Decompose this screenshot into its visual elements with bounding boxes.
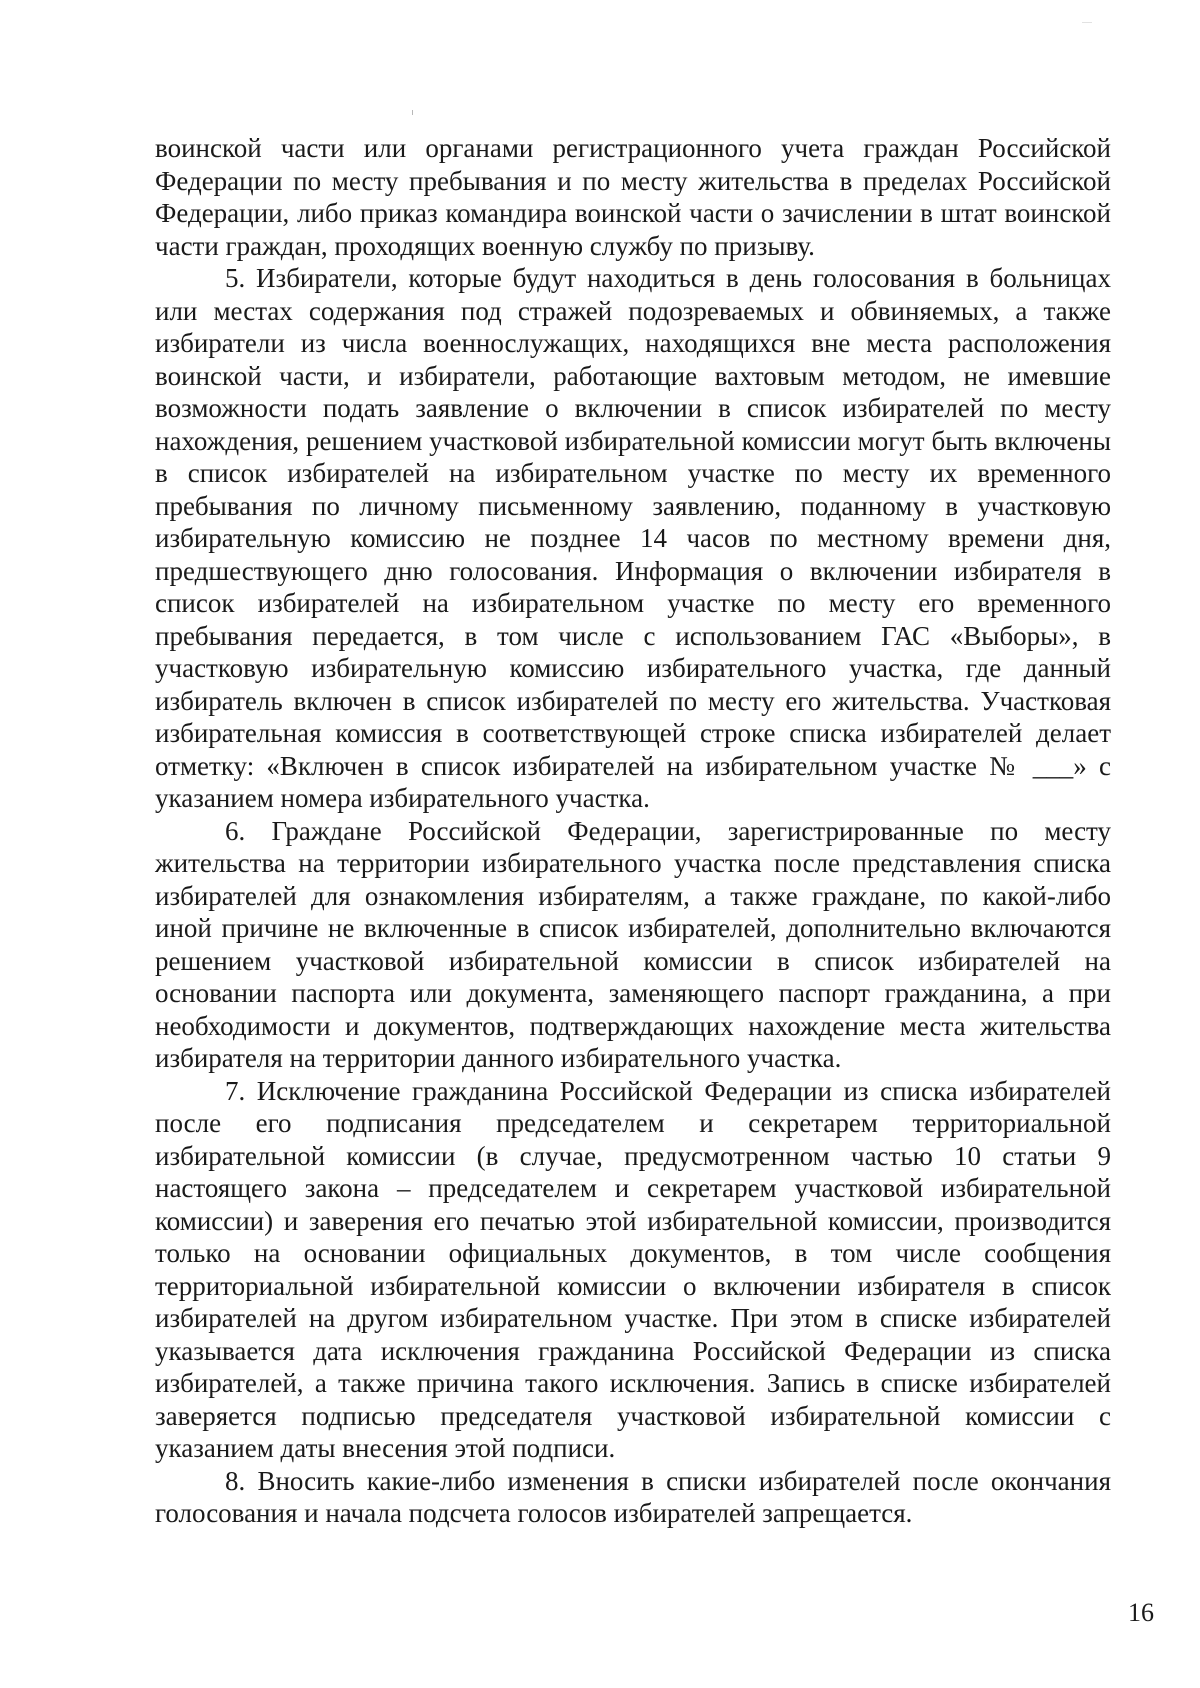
paragraph-continuation: воинской части или органами регистрационного учета граждан Российской Федерации по месту пребывания и по месту жительства в пределах Российской Федерации, либо приказ командира воинской части о зачислении в штат воинской части граждан, проходящих военную службу по призыву.: [155, 133, 1111, 261]
document-body: [155, 132, 1111, 1530]
paragraph-item-7: 7. Исключение гражданина Российской Федерации из списка избирателей после его подписания председателем и секретарем территориальной избирательной комиссии (в случае, предусмотренном частью 10 статьи 9 настоящего закона – председателем и секретарем участковой избирательной комиссии) и заверения его печатью этой избирательной комиссии, производится только на основании официальных документов, в том числе сообщения территориальной избирательной комиссии о включении избирателя в список избирателей на другом избирательном участке. При этом в списке избирателей указывается дата исключения гражданина Российской Федерации из списка избирателей, а также причина такого исключения. Запись в списке избирателей заверяется подписью председателя участковой избирательной комиссии с указанием даты внесения этой подписи.: [155, 1075, 1111, 1463]
paragraph-item-5: 5. Избиратели, которые будут находиться в день голосования в больницах или местах содержания под стражей подозреваемых и обвиняемых, а также избиратели из числа военнослужащих, находящихся вне места расположения воинской части, и избиратели, работающие вахтовым методом, не имевшие возможности подать заявление о включении в список избирателей по месту нахождения, решением участковой избирательной комиссии могут быть включены в список избирателей на избирательном участке по месту их временного пребывания по личному письменному заявлению, поданному в участковую избирательную комиссию не позднее 14 часов по местному времени дня, предшествующего дню голосования. Информация о включении избирателя в список избирателей на избирательном участке по месту его временного пребывания передается, в том числе с использованием ГАС «Выборы», в участковую избирательную комиссию избирательного участка, где данный избиратель включен в список избирателей по месту его жительства. Участковая избирательная комиссия в соответствующей строке списка избирателей делает отметку: «Включен в список избирателей на избирательном участке № ___» с указанием номера избирательного участка.: [155, 263, 1111, 813]
scan-speck: [412, 110, 413, 115]
paragraph-item-8: 8. Вносить какие-либо изменения в списки избирателей после окончания голосования и начала подсчета голосов избирателей запрещается.: [155, 1465, 1111, 1528]
paragraph-item-6: 6. Граждане Российской Федерации, зарегистрированные по месту жительства на территории избирательного участка после представления списка избирателей для ознакомления избирателям, а также граждане, по какой-либо иной причине не включенные в список избирателей, дополнительно включаются решением участковой избирательной комиссии в список избирателей на основании паспорта или документа, заменяющего паспорт гражданина, а при необходимости и документов, подтверждающих нахождение места жительства избирателя на территории данного избирательного участка.: [155, 815, 1111, 1073]
scan-speck: [1082, 22, 1092, 23]
page-number: 16: [1128, 1598, 1154, 1627]
